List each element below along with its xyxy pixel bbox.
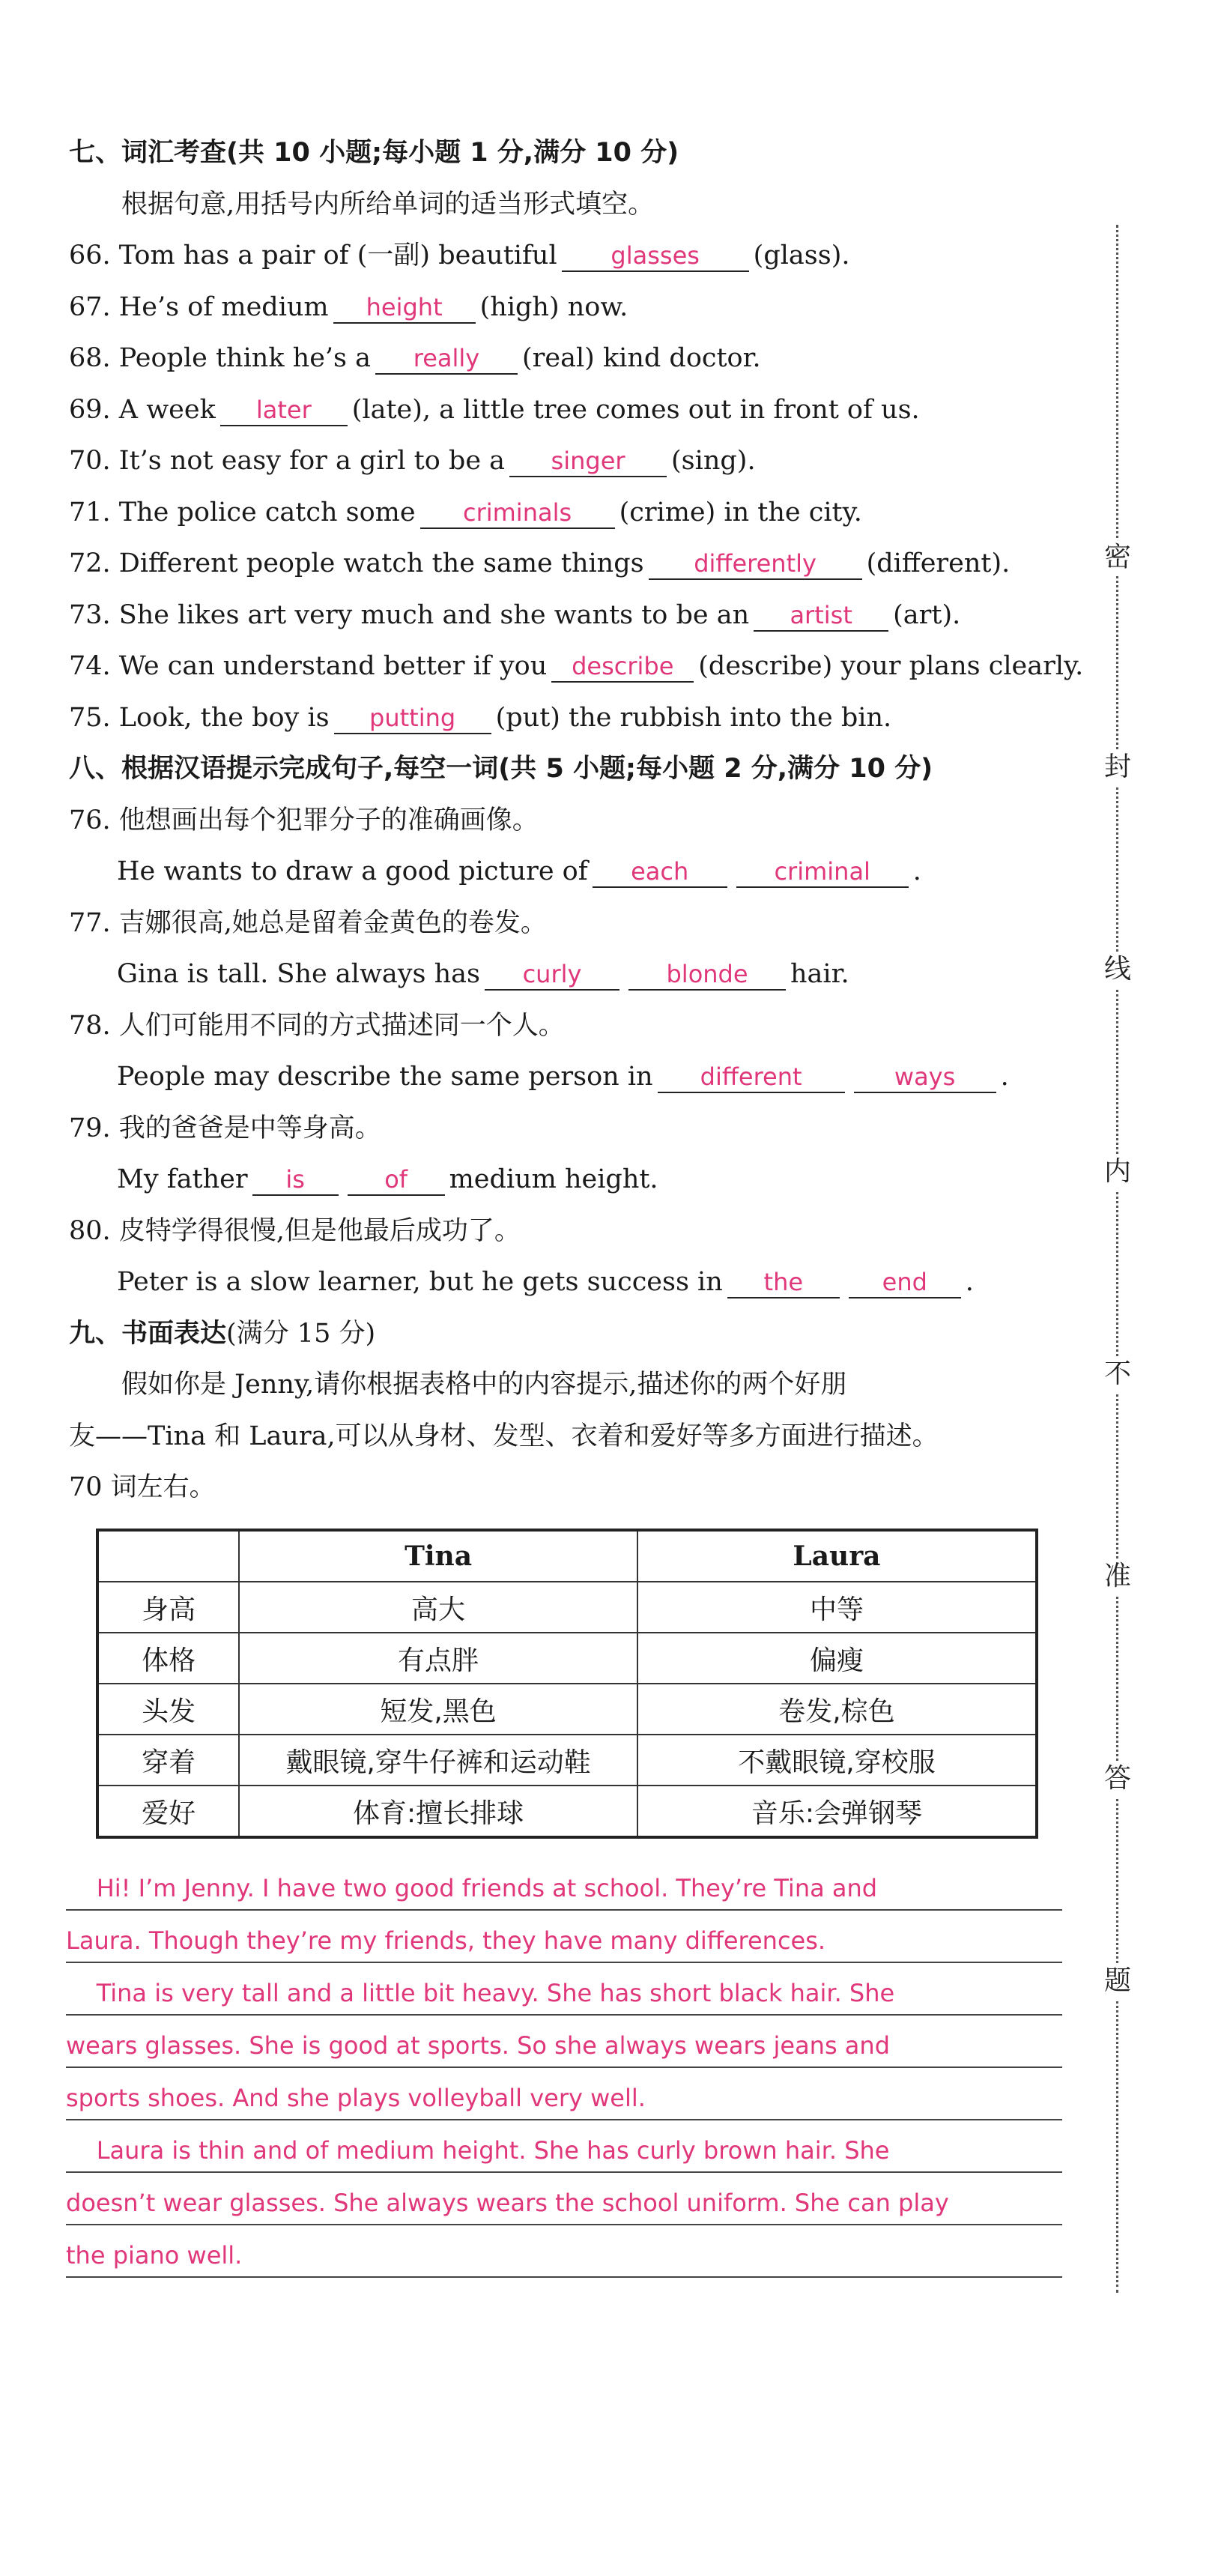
question-text: 67. He’s of medium <box>69 291 329 322</box>
answer-blank[interactable]: different <box>658 1062 845 1093</box>
answer-blank[interactable]: of <box>348 1164 445 1196</box>
seal-char: 内 <box>1101 1154 1134 1190</box>
table-row <box>97 1633 1037 1684</box>
answer-blank[interactable]: the <box>727 1267 840 1298</box>
question-end: medium height. <box>449 1164 658 1194</box>
question-end: . <box>1000 1062 1009 1092</box>
table-cell: 高大 <box>239 1582 637 1633</box>
seal-char: 密 <box>1101 539 1134 575</box>
answer-blank[interactable]: putting <box>334 703 491 734</box>
table-header-row <box>97 1530 1037 1582</box>
essay-line: wears glasses. She is good at sports. So she always wears jeans and <box>66 2016 1062 2068</box>
table-header-cell: Tina <box>239 1530 637 1582</box>
answer-blank[interactable]: end <box>849 1267 961 1298</box>
section8-title: 八、根据汉语提示完成句子,每空一词(共 5 小题;每小题 2 分,满分 10 分) <box>69 754 933 784</box>
answer-blank[interactable]: ways <box>854 1062 996 1093</box>
seal-char: 线 <box>1101 952 1134 988</box>
question-68 <box>69 333 1073 384</box>
question-hint: (sing). <box>671 446 756 476</box>
answer-blank[interactable]: blonde <box>628 959 786 991</box>
table-cell: 音乐:会弹钢琴 <box>637 1786 1037 1837</box>
answer-blank[interactable]: criminal <box>736 856 909 888</box>
question-hint: (real) kind doctor. <box>522 343 761 373</box>
essay-line: doesn’t wear glasses. She always wears the school uniform. She can play <box>66 2173 1062 2225</box>
question-hint: (glass). <box>753 241 850 270</box>
table-cell: 体格 <box>97 1633 239 1684</box>
question-hint: (art). <box>893 599 961 630</box>
answer-blank[interactable]: artist <box>754 600 888 632</box>
question-78 <box>69 1051 1073 1103</box>
question-hint: (high) now. <box>479 291 628 322</box>
table-cell: 头发 <box>97 1684 239 1735</box>
section9-title: 九、书面表达 <box>69 1318 227 1349</box>
essay-line: sports shoes. And she plays volleyball very well. <box>66 2068 1062 2120</box>
question-text: 74. We can understand better if you <box>69 651 548 681</box>
table-cell: 戴眼镜,穿牛仔裤和运动鞋 <box>239 1735 637 1786</box>
answer-blank[interactable]: glasses <box>562 241 749 272</box>
question-text: 70. It’s not easy for a girl to be a <box>69 446 506 476</box>
table-cell: 中等 <box>637 1582 1037 1633</box>
question-75 <box>69 692 1073 744</box>
friends-comparison-table <box>96 1529 1038 1839</box>
question-text: 72. Different people watch the same things <box>69 548 644 578</box>
answer-blank[interactable]: curly <box>485 959 619 991</box>
question-80 <box>69 1257 1073 1308</box>
section9-prompt-3: 70 词左右。 <box>69 1472 216 1502</box>
question-text: 75. Look, the boy is <box>69 702 330 733</box>
answer-blank[interactable]: singer <box>509 446 667 477</box>
table-header-cell: Laura <box>637 1530 1037 1582</box>
table-row <box>97 1684 1037 1735</box>
question-78-chinese: 78. 人们可能用不同的方式描述同一个人。 <box>69 1010 565 1041</box>
seal-char: 封 <box>1101 749 1134 785</box>
answer-blank[interactable]: height <box>333 292 476 324</box>
question-66 <box>69 230 1073 282</box>
question-hint: (describe) your plans clearly. <box>698 651 1084 681</box>
answer-blank[interactable]: criminals <box>420 498 615 529</box>
section9-prompt-2: 友——Tina 和 Laura,可以从身材、发型、衣着和爱好等多方面进行描述。 <box>69 1421 939 1451</box>
question-76-chinese: 76. 他想画出每个犯罪分子的准确画像。 <box>69 805 539 835</box>
essay-answer-area[interactable] <box>66 1858 1062 2278</box>
question-67 <box>69 282 1073 333</box>
table-cell: 卷发,棕色 <box>637 1684 1037 1735</box>
table-row <box>97 1735 1037 1786</box>
answer-blank[interactable]: differently <box>649 548 862 580</box>
question-text: Peter is a slow learner, but he gets success in <box>117 1267 723 1297</box>
question-end: hair. <box>790 959 849 989</box>
question-text: Gina is tall. She always has <box>117 959 481 989</box>
section7-title: 七、词汇考查(共 10 小题;每小题 1 分,满分 10 分) <box>69 138 679 168</box>
question-71 <box>69 487 1073 539</box>
answer-blank[interactable]: later <box>220 395 348 426</box>
question-text: 69. A week <box>69 394 216 425</box>
table-cell: 体育:擅长排球 <box>239 1786 637 1837</box>
section7-instruction: 根据句意,用括号内所给单词的适当形式填空。 <box>121 189 655 220</box>
question-text: My father <box>117 1164 248 1194</box>
question-text: 73. She likes art very much and she wants to be an <box>69 599 750 630</box>
question-end: . <box>965 1267 974 1297</box>
section9-header <box>69 1308 1073 1360</box>
seal-char: 答 <box>1101 1761 1134 1797</box>
seal-char: 准 <box>1101 1558 1134 1594</box>
table-cell: 爱好 <box>97 1786 239 1837</box>
essay-line: Tina is very tall and a little bit heavy. She has short black hair. She <box>66 1963 1062 2016</box>
table-row <box>97 1786 1037 1837</box>
seal-char: 不 <box>1101 1356 1134 1392</box>
table-header-cell <box>97 1530 239 1582</box>
table-cell: 偏瘦 <box>637 1633 1037 1684</box>
question-hint: (put) the rubbish into the bin. <box>495 702 892 733</box>
essay-line: the piano well. <box>66 2225 1062 2278</box>
essay-line: Laura. Though they’re my friends, they have many differences. <box>66 1911 1062 1963</box>
question-hint: (late), a little tree comes out in front of us. <box>351 394 920 425</box>
exercise-content <box>69 127 1084 1514</box>
question-hint: (crime) in the city. <box>619 497 862 527</box>
table-cell: 短发,黑色 <box>239 1684 637 1735</box>
question-70 <box>69 435 1073 487</box>
answer-blank[interactable]: is <box>252 1164 339 1196</box>
question-text: 68. People think he’s a <box>69 343 371 373</box>
table-cell: 不戴眼镜,穿校服 <box>637 1735 1037 1786</box>
question-79 <box>69 1154 1073 1206</box>
answer-blank[interactable]: describe <box>551 651 694 683</box>
question-text: People may describe the same person in <box>117 1062 653 1092</box>
section9-prompt-1: 假如你是 Jenny,请你根据表格中的内容提示,描述你的两个好朋 <box>121 1370 847 1400</box>
question-hint: (different). <box>866 548 1011 578</box>
question-80-chinese: 80. 皮特学得很慢,但是他最后成功了。 <box>69 1215 521 1246</box>
table-cell: 穿着 <box>97 1735 239 1786</box>
question-73 <box>69 590 1073 641</box>
answer-blank[interactable]: really <box>375 343 518 375</box>
question-69 <box>69 384 1073 436</box>
question-text: 71. The police catch some <box>69 497 416 527</box>
question-77 <box>69 949 1073 1000</box>
table-cell: 身高 <box>97 1582 239 1633</box>
answer-blank[interactable]: each <box>593 856 727 888</box>
question-text: He wants to draw a good picture of <box>117 856 588 886</box>
seal-char: 题 <box>1101 1963 1134 1999</box>
table-cell: 有点胖 <box>239 1633 637 1684</box>
essay-line: Laura is thin and of medium height. She has curly brown hair. She <box>66 2120 1062 2173</box>
question-end: . <box>912 856 921 886</box>
question-79-chinese: 79. 我的爸爸是中等身高。 <box>69 1113 381 1143</box>
essay-line: Hi! I’m Jenny. I have two good friends at school. They’re Tina and <box>66 1858 1062 1911</box>
question-72 <box>69 538 1073 590</box>
section9-score: (满分 15 分) <box>226 1318 376 1349</box>
question-74 <box>69 641 1084 692</box>
question-text: 66. Tom has a pair of (一副) beautiful <box>69 241 557 270</box>
question-77-chinese: 77. 吉娜很高,她总是留着金黄色的卷发。 <box>69 907 547 938</box>
question-76 <box>69 846 1073 898</box>
table-row <box>97 1582 1037 1633</box>
